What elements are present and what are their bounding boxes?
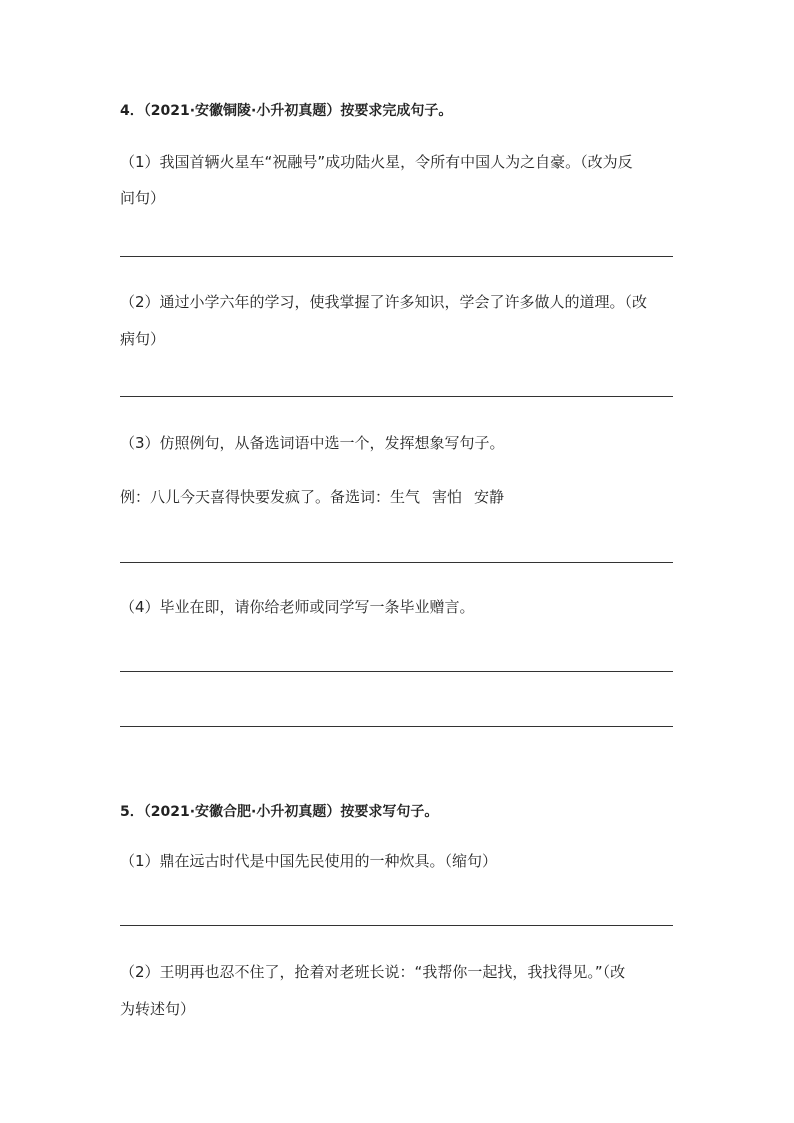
q4-part2-line1: （2）通过小学六年的学习，使我掌握了许多知识，学会了许多做人的道理。（改 — [120, 293, 648, 311]
q5-heading: 5．（2021·安徽合肥·小升初真题）按要求写句子。 — [120, 804, 439, 820]
answer-line[interactable] — [120, 925, 673, 926]
answer-line[interactable] — [120, 726, 673, 727]
q5-part2-line2: 为转述句） — [120, 1000, 196, 1018]
answer-line[interactable] — [120, 562, 673, 563]
option-word: 生气 — [390, 488, 421, 506]
q4-part2-line2: 病句） — [120, 330, 166, 348]
q5-part2-line1: （2）王明再也忍不住了，抢着对老班长说：“我帮你一起找，我找得见。”（改 — [120, 963, 626, 981]
answer-line[interactable] — [120, 256, 673, 257]
q4-part3-line1: （3）仿照例句，从备选词语中选一个，发挥想象写句子。 — [120, 434, 505, 452]
q4-heading: 4．（2021·安徽铜陵·小升初真题）按要求完成句子。 — [120, 103, 453, 119]
answer-line[interactable] — [120, 396, 673, 397]
option-word: 害怕 — [432, 488, 463, 506]
q4-part3-example — [120, 487, 516, 507]
q5-part1-line1: （1）鼎在远古时代是中国先民使用的一种炊具。（缩句） — [120, 852, 498, 870]
answer-line[interactable] — [120, 671, 673, 672]
q4-part1-line1: （1）我国首辆火星车“祝融号”成功陆火星，令所有中国人为之自豪。（改为反 — [120, 153, 633, 171]
example-sentence: 例：八儿今天喜得快要发疯了。备选词： — [120, 488, 391, 506]
q4-part4-line1: （4）毕业在即，请你给老师或同学写一条毕业赠言。 — [120, 598, 475, 616]
q4-part1-line2: 问句） — [120, 189, 166, 207]
option-word: 安静 — [474, 488, 505, 506]
